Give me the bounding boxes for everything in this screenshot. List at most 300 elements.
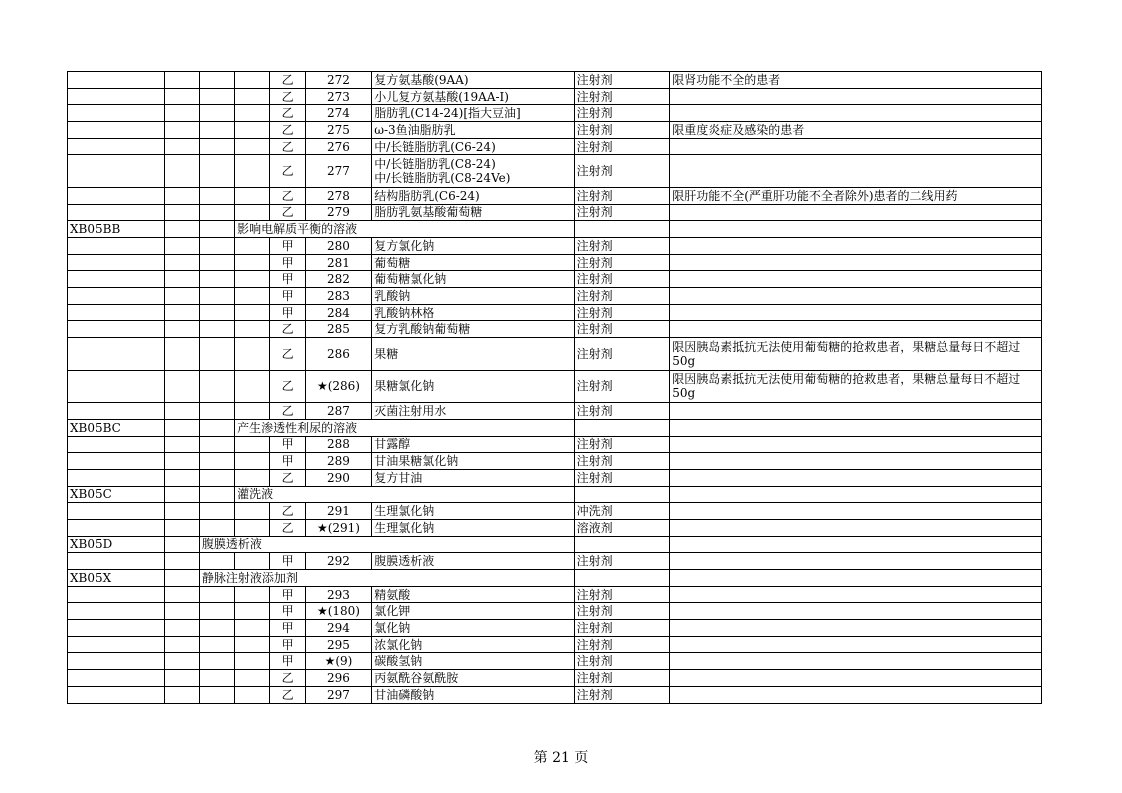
empty-cell	[199, 155, 234, 188]
restriction-note	[670, 254, 1042, 271]
empty-cell	[164, 370, 199, 403]
table-row	[68, 519, 1042, 536]
restriction-note	[670, 503, 1042, 520]
drug-name-line: 乳酸钠林格	[374, 305, 435, 320]
empty-cell	[68, 453, 165, 470]
table-row	[68, 288, 1042, 305]
restriction-note	[670, 636, 1042, 653]
category-code: XB05C	[68, 486, 165, 503]
drug-number: 288	[305, 436, 371, 453]
drug-name	[372, 321, 574, 338]
drug-name	[372, 155, 574, 188]
drug-number: ★(286)	[305, 370, 371, 403]
empty-cell	[68, 469, 165, 486]
empty-cell	[68, 122, 165, 139]
drug-number: 291	[305, 503, 371, 520]
empty-cell	[68, 603, 165, 620]
category-title: 腹膜透析液	[199, 536, 574, 553]
empty-cell	[164, 553, 199, 570]
restriction-note	[670, 436, 1042, 453]
grade-cell: 甲	[270, 603, 305, 620]
empty-cell	[670, 419, 1042, 436]
dosage-form: 注射剂	[574, 370, 670, 403]
drug-number: 297	[305, 686, 371, 703]
empty-cell	[235, 636, 270, 653]
drug-name-line: 结构脂肪乳(C6-24)	[374, 188, 480, 203]
empty-cell	[235, 370, 270, 403]
drug-name	[372, 603, 574, 620]
empty-cell	[199, 586, 234, 603]
empty-cell	[574, 536, 670, 553]
empty-cell	[164, 288, 199, 305]
empty-cell	[199, 288, 234, 305]
restriction-note	[670, 288, 1042, 305]
restriction-note	[670, 138, 1042, 155]
dosage-form: 注射剂	[574, 138, 670, 155]
dosage-form: 冲洗剂	[574, 503, 670, 520]
empty-cell	[164, 138, 199, 155]
drug-number: ★(291)	[305, 519, 371, 536]
empty-cell	[670, 486, 1042, 503]
drug-number: 279	[305, 204, 371, 221]
drug-name-line: 中/长链脂肪乳(C6-24)	[374, 139, 496, 154]
drug-name	[372, 686, 574, 703]
empty-cell	[68, 686, 165, 703]
table-row	[68, 304, 1042, 321]
empty-cell	[68, 155, 165, 188]
drug-number: 282	[305, 271, 371, 288]
empty-cell	[670, 536, 1042, 553]
drug-name	[372, 453, 574, 470]
table-row	[68, 403, 1042, 420]
drug-name	[372, 519, 574, 536]
empty-cell	[235, 620, 270, 637]
empty-cell	[199, 221, 234, 238]
empty-cell	[235, 519, 270, 536]
drug-name-line: 甘油磷酸钠	[374, 687, 435, 702]
category-title: 静脉注射液添加剂	[199, 570, 574, 587]
drug-number: 280	[305, 238, 371, 255]
drug-name-line: 灭菌注射用水	[374, 403, 447, 418]
drug-name-line: 腹膜透析液	[374, 554, 435, 569]
category-title: 影响电解质平衡的溶液	[235, 221, 575, 238]
empty-cell	[68, 338, 165, 371]
empty-cell	[235, 436, 270, 453]
drug-name	[372, 204, 574, 221]
drug-name-line: 碳酸氢钠	[374, 654, 423, 669]
empty-cell	[235, 105, 270, 122]
drug-number: 273	[305, 88, 371, 105]
dosage-form: 溶液剂	[574, 519, 670, 536]
empty-cell	[235, 653, 270, 670]
table-row	[68, 620, 1042, 637]
dosage-form: 注射剂	[574, 553, 670, 570]
drug-name	[372, 503, 574, 520]
restriction-note	[670, 403, 1042, 420]
category-title: 灌洗液	[235, 486, 575, 503]
empty-cell	[199, 138, 234, 155]
empty-cell	[68, 204, 165, 221]
empty-cell	[164, 436, 199, 453]
restriction-note	[670, 686, 1042, 703]
empty-cell	[235, 88, 270, 105]
drug-number: 275	[305, 122, 371, 139]
empty-cell	[164, 88, 199, 105]
empty-cell	[199, 469, 234, 486]
grade-cell: 甲	[270, 271, 305, 288]
grade-cell: 甲	[270, 586, 305, 603]
empty-cell	[68, 187, 165, 204]
grade-cell: 乙	[270, 403, 305, 420]
empty-cell	[235, 403, 270, 420]
empty-cell	[164, 321, 199, 338]
table-row	[68, 686, 1042, 703]
grade-cell: 乙	[270, 503, 305, 520]
drug-name	[372, 271, 574, 288]
empty-cell	[164, 254, 199, 271]
table-row	[68, 503, 1042, 520]
dosage-form: 注射剂	[574, 254, 670, 271]
table-row	[68, 204, 1042, 221]
drug-number: 287	[305, 403, 371, 420]
drug-name-line: 葡萄糖	[374, 255, 411, 270]
drug-name	[372, 187, 574, 204]
empty-cell	[235, 686, 270, 703]
drug-name	[372, 122, 574, 139]
empty-cell	[68, 436, 165, 453]
empty-cell	[235, 503, 270, 520]
drug-name-line: 中/长链脂肪乳(C8-24Ve)	[374, 171, 511, 186]
empty-cell	[68, 403, 165, 420]
drug-number: 285	[305, 321, 371, 338]
restriction-note: 限肾功能不全的患者	[670, 72, 1042, 89]
empty-cell	[199, 338, 234, 371]
empty-cell	[68, 254, 165, 271]
page-number: 第 21 页	[533, 750, 589, 766]
dosage-form: 注射剂	[574, 586, 670, 603]
drug-name-line: 果糖氯化钠	[374, 379, 435, 394]
drug-name	[372, 403, 574, 420]
empty-cell	[68, 88, 165, 105]
dosage-form: 注射剂	[574, 436, 670, 453]
empty-cell	[199, 187, 234, 204]
empty-cell	[199, 88, 234, 105]
table-row	[68, 105, 1042, 122]
empty-cell	[68, 72, 165, 89]
empty-cell	[164, 586, 199, 603]
empty-cell	[235, 122, 270, 139]
empty-cell	[199, 271, 234, 288]
empty-cell	[199, 204, 234, 221]
dosage-form: 注射剂	[574, 271, 670, 288]
table-row	[68, 72, 1042, 89]
grade-cell: 甲	[270, 653, 305, 670]
restriction-note	[670, 105, 1042, 122]
grade-cell: 乙	[270, 88, 305, 105]
grade-cell: 乙	[270, 187, 305, 204]
empty-cell	[235, 670, 270, 687]
drug-name-line: 复方甘油	[374, 470, 423, 485]
empty-cell	[68, 370, 165, 403]
dosage-form: 注射剂	[574, 304, 670, 321]
empty-cell	[199, 122, 234, 139]
grade-cell: 乙	[270, 338, 305, 371]
drug-number: 274	[305, 105, 371, 122]
dosage-form: 注射剂	[574, 453, 670, 470]
dosage-form: 注射剂	[574, 72, 670, 89]
category-code: XB05D	[68, 536, 165, 553]
dosage-form: 注射剂	[574, 122, 670, 139]
empty-cell	[574, 486, 670, 503]
grade-cell: 甲	[270, 238, 305, 255]
empty-cell	[164, 603, 199, 620]
empty-cell	[574, 419, 670, 436]
empty-cell	[235, 586, 270, 603]
empty-cell	[164, 271, 199, 288]
dosage-form: 注射剂	[574, 653, 670, 670]
empty-cell	[164, 536, 199, 553]
drug-name-line: 脂肪乳氨基酸葡萄糖	[374, 205, 483, 220]
drug-name-line: 甘露醇	[374, 437, 411, 452]
grade-cell: 乙	[270, 72, 305, 89]
restriction-note	[670, 204, 1042, 221]
table-row	[68, 586, 1042, 603]
drug-name	[372, 670, 574, 687]
drug-name-line: 乳酸钠	[374, 288, 411, 303]
drug-name	[372, 636, 574, 653]
empty-cell	[164, 453, 199, 470]
dosage-form: 注射剂	[574, 403, 670, 420]
empty-cell	[235, 338, 270, 371]
drug-name	[372, 436, 574, 453]
grade-cell: 甲	[270, 453, 305, 470]
drug-name	[372, 88, 574, 105]
empty-cell	[164, 570, 199, 587]
empty-cell	[199, 72, 234, 89]
empty-cell	[68, 670, 165, 687]
drug-name-line: 复方氨基酸(9AA)	[374, 72, 469, 87]
table-row	[68, 238, 1042, 255]
dosage-form: 注射剂	[574, 321, 670, 338]
restriction-note	[670, 469, 1042, 486]
empty-cell	[164, 686, 199, 703]
empty-cell	[235, 238, 270, 255]
grade-cell: 乙	[270, 469, 305, 486]
empty-cell	[68, 288, 165, 305]
table-row	[68, 254, 1042, 271]
drug-name	[372, 553, 574, 570]
table-row	[68, 138, 1042, 155]
drug-name-line: 氯化钠	[374, 620, 411, 635]
empty-cell	[68, 653, 165, 670]
grade-cell: 乙	[270, 155, 305, 188]
empty-cell	[199, 403, 234, 420]
empty-cell	[164, 636, 199, 653]
table-row	[68, 553, 1042, 570]
category-code: XB05X	[68, 570, 165, 587]
empty-cell	[235, 553, 270, 570]
dosage-form: 注射剂	[574, 603, 670, 620]
drug-name-line: 浓氯化钠	[374, 637, 423, 652]
restriction-note	[670, 88, 1042, 105]
drug-name-line: 甘油果糖氯化钠	[374, 454, 459, 469]
drug-number: 295	[305, 636, 371, 653]
drug-name-line: 中/长链脂肪乳(C8-24)	[374, 157, 496, 172]
table-row	[68, 436, 1042, 453]
empty-cell	[164, 469, 199, 486]
grade-cell: 乙	[270, 204, 305, 221]
empty-cell	[199, 419, 234, 436]
empty-cell	[68, 105, 165, 122]
restriction-note	[670, 519, 1042, 536]
restriction-note	[670, 453, 1042, 470]
dosage-form: 注射剂	[574, 670, 670, 687]
drug-number: 276	[305, 138, 371, 155]
grade-cell: 甲	[270, 436, 305, 453]
restriction-note	[670, 620, 1042, 637]
empty-cell	[199, 105, 234, 122]
category-row	[68, 221, 1042, 238]
empty-cell	[164, 187, 199, 204]
empty-cell	[574, 570, 670, 587]
table-row	[68, 370, 1042, 403]
empty-cell	[164, 238, 199, 255]
empty-cell	[164, 122, 199, 139]
empty-cell	[68, 553, 165, 570]
grade-cell: 乙	[270, 321, 305, 338]
drug-name	[372, 469, 574, 486]
category-row	[68, 536, 1042, 553]
drug-name-line: 丙氨酰谷氨酰胺	[374, 670, 459, 685]
drug-number: 283	[305, 288, 371, 305]
empty-cell	[235, 304, 270, 321]
drug-name-line: 氯化钾	[374, 604, 411, 619]
drug-name	[372, 72, 574, 89]
drug-name	[372, 586, 574, 603]
empty-cell	[235, 72, 270, 89]
category-code: XB05BC	[68, 419, 165, 436]
empty-cell	[235, 204, 270, 221]
drug-number: 296	[305, 670, 371, 687]
category-title: 产生渗透性利尿的溶液	[235, 419, 575, 436]
drug-number: 293	[305, 586, 371, 603]
empty-cell	[68, 503, 165, 520]
dosage-form: 注射剂	[574, 686, 670, 703]
restriction-note	[670, 553, 1042, 570]
category-code: XB05BB	[68, 221, 165, 238]
drug-number: 272	[305, 72, 371, 89]
empty-cell	[235, 321, 270, 338]
drug-name	[372, 620, 574, 637]
empty-cell	[199, 238, 234, 255]
empty-cell	[235, 254, 270, 271]
drug-name	[372, 288, 574, 305]
grade-cell: 甲	[270, 254, 305, 271]
grade-cell: 乙	[270, 138, 305, 155]
empty-cell	[199, 370, 234, 403]
empty-cell	[164, 72, 199, 89]
empty-cell	[199, 653, 234, 670]
category-row	[68, 570, 1042, 587]
empty-cell	[164, 653, 199, 670]
restriction-note	[670, 670, 1042, 687]
table-row	[68, 155, 1042, 188]
empty-cell	[164, 519, 199, 536]
dosage-form: 注射剂	[574, 88, 670, 105]
empty-cell	[199, 254, 234, 271]
empty-cell	[199, 486, 234, 503]
category-row	[68, 419, 1042, 436]
drug-number: 294	[305, 620, 371, 637]
drug-name-line: 脂肪乳(C14-24)[指大豆油]	[374, 106, 521, 121]
drug-number: 286	[305, 338, 371, 371]
restriction-note	[670, 238, 1042, 255]
drug-number: 290	[305, 469, 371, 486]
dosage-form: 注射剂	[574, 105, 670, 122]
restriction-note	[670, 321, 1042, 338]
grade-cell: 乙	[270, 370, 305, 403]
dosage-form: 注射剂	[574, 204, 670, 221]
dosage-form: 注射剂	[574, 338, 670, 371]
drug-name-line: 生理氯化钠	[374, 520, 435, 535]
empty-cell	[164, 620, 199, 637]
drug-number: 289	[305, 453, 371, 470]
restriction-note	[670, 653, 1042, 670]
restriction-note	[670, 155, 1042, 188]
empty-cell	[164, 486, 199, 503]
empty-cell	[235, 288, 270, 305]
empty-cell	[164, 338, 199, 371]
grade-cell: 乙	[270, 122, 305, 139]
table-row	[68, 122, 1042, 139]
empty-cell	[68, 519, 165, 536]
drug-number: 292	[305, 553, 371, 570]
empty-cell	[235, 453, 270, 470]
empty-cell	[199, 670, 234, 687]
empty-cell	[164, 670, 199, 687]
drug-name-line: 复方乳酸钠葡萄糖	[374, 322, 471, 337]
empty-cell	[68, 271, 165, 288]
drug-name-line: 葡萄糖氯化钠	[374, 272, 447, 287]
drug-name	[372, 138, 574, 155]
drug-number: ★(180)	[305, 603, 371, 620]
empty-cell	[164, 419, 199, 436]
drug-name	[372, 653, 574, 670]
empty-cell	[199, 686, 234, 703]
empty-cell	[199, 603, 234, 620]
dosage-form: 注射剂	[574, 238, 670, 255]
empty-cell	[164, 503, 199, 520]
empty-cell	[235, 603, 270, 620]
dosage-form: 注射剂	[574, 636, 670, 653]
empty-cell	[199, 553, 234, 570]
dosage-form: 注射剂	[574, 155, 670, 188]
table-row	[68, 338, 1042, 371]
table-row	[68, 603, 1042, 620]
empty-cell	[68, 636, 165, 653]
drug-name-line: ω-3鱼油脂肪乳	[374, 122, 456, 137]
empty-cell	[68, 586, 165, 603]
table-row	[68, 469, 1042, 486]
drug-name	[372, 304, 574, 321]
drug-number: 277	[305, 155, 371, 188]
grade-cell: 乙	[270, 519, 305, 536]
grade-cell: 乙	[270, 670, 305, 687]
drug-name-line: 小儿复方氨基酸(19AA-Ⅰ)	[374, 89, 509, 104]
drug-number: 281	[305, 254, 371, 271]
empty-cell	[670, 570, 1042, 587]
drug-name-line: 生理氯化钠	[374, 504, 435, 519]
